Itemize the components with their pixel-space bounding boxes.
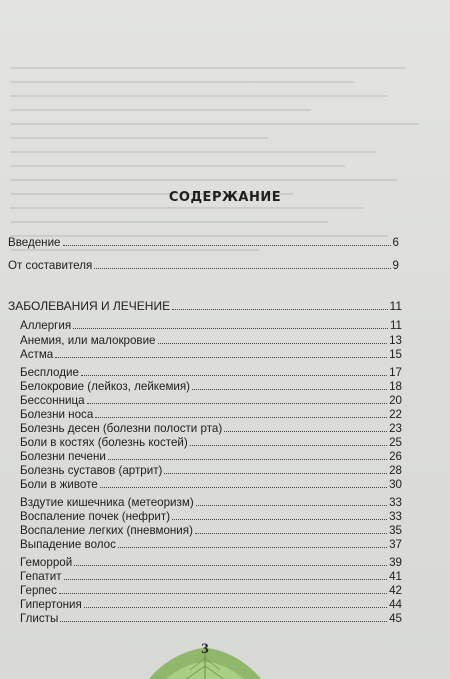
toc-entry bbox=[20, 537, 402, 551]
toc-entry-label: Болезнь суставов (артрит) bbox=[20, 464, 163, 477]
toc-entry bbox=[8, 299, 402, 313]
toc-entry bbox=[20, 583, 402, 597]
toc-entry-label: Геморрой bbox=[20, 556, 73, 569]
dot-leader bbox=[84, 607, 387, 608]
toc-entry-label: ЗАБОЛЕВАНИЯ И ЛЕЧЕНИЕ bbox=[8, 299, 171, 313]
toc-entry-page: 18 bbox=[389, 380, 402, 393]
toc-entry-page: 30 bbox=[389, 478, 402, 491]
dot-leader bbox=[118, 547, 387, 548]
toc-entry-page: 44 bbox=[389, 598, 402, 611]
dot-leader bbox=[81, 375, 387, 376]
dot-leader bbox=[172, 309, 387, 310]
toc-entry bbox=[20, 393, 402, 407]
toc-entry-page: 26 bbox=[389, 450, 402, 463]
toc-entry-label: Гепатит bbox=[20, 570, 62, 583]
toc-entry-page: 11 bbox=[389, 319, 402, 332]
toc-entry bbox=[20, 318, 402, 332]
toc-entry-page: 35 bbox=[389, 524, 402, 537]
toc-entry bbox=[20, 463, 402, 477]
toc-entry-label: Вздутие кишечника (метеоризм) bbox=[20, 496, 194, 509]
toc-entry-label: Астма bbox=[20, 348, 54, 361]
toc-entry-label: Воспаление почек (нефрит) bbox=[20, 510, 171, 523]
toc-entry bbox=[20, 435, 402, 449]
toc-entry bbox=[20, 379, 402, 393]
dot-leader bbox=[224, 431, 387, 432]
toc-entry-label: Воспаление легких (пневмония) bbox=[20, 524, 193, 537]
toc-entry-label: Болезни печени bbox=[20, 450, 106, 463]
toc-entry bbox=[20, 569, 402, 583]
toc-entry bbox=[20, 523, 402, 537]
toc-entry bbox=[20, 495, 402, 509]
toc-entry-page: 33 bbox=[389, 510, 402, 523]
toc-entry-page: 45 bbox=[389, 612, 402, 625]
toc-entry-label: Герпес bbox=[20, 584, 57, 597]
toc-entry bbox=[20, 407, 402, 421]
dot-leader bbox=[164, 473, 387, 474]
toc-entry-page: 23 bbox=[389, 422, 402, 435]
toc-entry-page: 9 bbox=[392, 259, 399, 272]
dot-leader bbox=[73, 328, 388, 329]
toc-entry bbox=[20, 449, 402, 463]
toc-entry bbox=[20, 555, 402, 569]
toc-entry-label: Белокровие (лейкоз, лейкемия) bbox=[20, 380, 191, 393]
toc-entry-page: 37 bbox=[389, 538, 402, 551]
toc-entry bbox=[20, 333, 402, 347]
dot-leader bbox=[74, 565, 387, 566]
dot-leader bbox=[63, 245, 391, 246]
toc-entry bbox=[20, 347, 402, 361]
toc-entry-label: Гипертония bbox=[20, 598, 82, 611]
toc-entry-label: Глисты bbox=[20, 612, 59, 625]
toc-entry-label: Болезнь десен (болезни полости рта) bbox=[20, 422, 223, 435]
toc-entry-label: Болезни носа bbox=[20, 408, 94, 421]
dot-leader bbox=[172, 519, 387, 520]
toc-entry-page: 6 bbox=[392, 236, 399, 249]
toc-entry-page: 25 bbox=[389, 436, 402, 449]
toc-entry-page: 20 bbox=[389, 394, 402, 407]
dot-leader bbox=[94, 268, 390, 269]
bleed-through-text bbox=[10, 55, 440, 285]
toc-entry bbox=[20, 365, 402, 379]
dot-leader bbox=[100, 487, 387, 488]
dot-leader bbox=[195, 533, 387, 534]
toc-entry bbox=[20, 477, 402, 491]
toc-entry-page: 22 bbox=[389, 408, 402, 421]
toc-entry-label: От составителя bbox=[8, 259, 93, 272]
toc-entry-label: Введение bbox=[8, 236, 61, 249]
dot-leader bbox=[64, 579, 388, 580]
toc-entry bbox=[8, 258, 399, 272]
toc-entry-label: Аллергия bbox=[20, 319, 72, 332]
toc-entry-page: 33 bbox=[389, 496, 402, 509]
toc-entry bbox=[20, 421, 402, 435]
dot-leader bbox=[55, 357, 387, 358]
dot-leader bbox=[108, 459, 387, 460]
toc-entry bbox=[8, 235, 399, 249]
dot-leader bbox=[190, 445, 387, 446]
toc-entry-label: Боли в животе bbox=[20, 478, 98, 491]
toc-entry-label: Анемия, или малокровие bbox=[20, 334, 156, 347]
toc-entry-page: 28 bbox=[389, 464, 402, 477]
toc-entry bbox=[20, 597, 402, 611]
toc-entry-page: 42 bbox=[389, 584, 402, 597]
toc-entry-page: 41 bbox=[389, 570, 402, 583]
toc-entry-label: Боли в костях (болезнь костей) bbox=[20, 436, 188, 449]
toc-entry-page: 13 bbox=[389, 334, 402, 347]
dot-leader bbox=[95, 417, 387, 418]
dot-leader bbox=[196, 505, 387, 506]
toc-entry bbox=[20, 611, 402, 625]
dot-leader bbox=[60, 621, 387, 622]
dot-leader bbox=[192, 389, 387, 390]
dot-leader bbox=[87, 403, 387, 404]
toc-entry-label: Выпадение волос bbox=[20, 538, 116, 551]
dot-leader bbox=[59, 593, 387, 594]
toc-title: СОДЕРЖАНИЕ bbox=[168, 190, 282, 205]
toc-entry-label: Бесплодие bbox=[20, 366, 79, 379]
toc-entry-page: 39 bbox=[389, 556, 402, 569]
toc-entry-page: 11 bbox=[389, 299, 402, 313]
toc-entry bbox=[20, 509, 402, 523]
toc-entry-page: 15 bbox=[389, 348, 402, 361]
toc-entry-page: 17 bbox=[389, 366, 402, 379]
dot-leader bbox=[158, 343, 388, 344]
toc-entry-label: Бессонница bbox=[20, 394, 85, 407]
page-number: 3 bbox=[201, 641, 209, 657]
